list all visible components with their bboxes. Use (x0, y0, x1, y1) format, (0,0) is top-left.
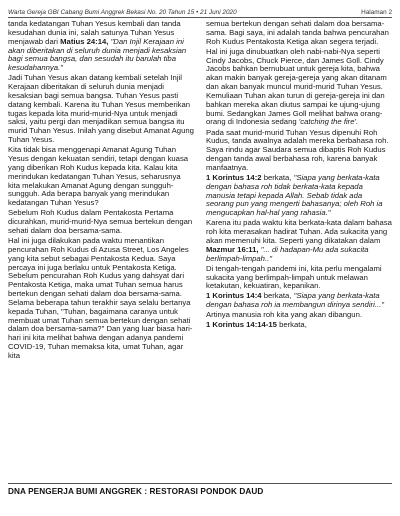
paragraph-text: tanda kedatangan Tuhan Yesus kembali dan tanda kesudahan dunia ini, salah satunya Tuhan Yesus menjawab dari (8, 19, 181, 46)
scripture-quote: "Dan Injil Kerajaan ini akan diberitakan di seluruh dunia menjadi kesaksian bagi semua bangsa, dan sesudah itu barulah tiba kesudahannya." (8, 36, 187, 73)
paragraph: Kita tidak bisa menggenapi Amanat Agung Tuhan Yesus dengan kekuatan sendiri, tetapi dengan kuasa yang diberikan Roh Kudus kepada kita. Kalau kita merindukan kedatangan Tuhan Yesus, seharusnya kita melakukan Amanat Agung dengan sungguh-sungguh. Ada berapa banyak yang merindukan kedatangan Tuhan Yesus? (8, 145, 189, 208)
left-column (8, 20, 194, 472)
paragraph: Jadi Tuhan Yesus akan datang kembali setelah Injil Kerajaan diberitakan di seluruh dunia menjadi kesaksian bagi semua bangsa. Tuhan Yesus pasti datang kembali. Karena itu Tuhan Yesus memberikan tugas kepada kita murid-murid-Nya untuk menjadi saksi, yaitu pergi dan menjadikan semua bangsa itu murid Tuhan Yesus. Inilah yang disebut Amanat Agung Tuhan Yesus. (8, 73, 194, 145)
emphasis-quote: 'catching the fire'. (298, 117, 359, 127)
paragraph: Pada saat murid-murid Tuhan Yesus dipenuhi Roh Kudus, tanda awalnya adalah mereka berbahasa roh. Saya rindu agar Saudara semua dibaptis Roh Kudus dengan tanda awal berbahasa roh, karena banyak manfaatnya. (206, 127, 389, 172)
scripture-quote: "Siapa yang berkata-kata dengan bahasa roh ia membangun dirinya sendiri..." (206, 291, 384, 310)
header-page-number: Halaman 2 (361, 9, 392, 16)
scripture-quote: "Siapa yang berkata-kata dengan bahasa roh tidak berkata-kata kepada manusia tetapi kepada Allah. Sebab tidak ada seorang pun yang mengerti bahasanya; oleh Roh ia mengucapkan hal-hal yang rahasia." (206, 172, 383, 218)
page-footer: DNA PENGERJA BUMI ANGGREK : RESTORASI PONDOK DAUD (8, 483, 392, 496)
paragraph: Hal ini juga dilakukan pada waktu menantikan pencurahan Roh Kudus di Azusa Street, Los Angeles yang kita sebut sebagai Pentakosta Kedua. Saya percaya ini juga berlaku untuk Pentakosta Ketiga. Sebelum pencurahan Roh Kudus yang dahsyat dari Pentakosta Ketiga, maka umat Tuhan semua harus bertekun dengan sehati dalam doa bersama-sama. Selama beberapa tahun terakhir saya selalu bertanya kepada Tuhan, "Tuhan, bagaimana caranya untuk membuat umat Tuhan semua bertekun dengan sehati dalam doa bersama-sama?" Dan yang luar biasa hari-hari ini kita melihat bahwa dengan adanya pandemi COVID-19, Tuhan memaksa kita, umat Tuhan, agar kita (8, 236, 193, 360)
paragraph-text: Hal ini juga dinubuatkan oleh nabi-nabi-Nya seperti Cindy Jacobs, Chuck Pierce, dan James Goll. Cindy Jacobs bahkan bernubuat untuk gereja kita, bahwa akan makin banyak gereja-gereja yang akan ditanam dan akan banyak muncul murid-murid Tuhan Yesus. Kemuliaan Tuhan akan turun di gereja-gereja ini dan bahkan mereka akan diutus sampai ke ujung-ujung bumi. Sedangkan James Goll melihat bahwa orang-orang di Indonesia sedang (206, 46, 387, 127)
paragraph-text: Karena itu pada waktu kita berkata-kata dalam bahasa roh kita merasakan hadirat Tuhan. Ada sukacita yang akan memenuhi kita. Seperti yang dikatakan dalam (206, 218, 392, 245)
paragraph: Artinya manusia roh kita yang akan dibangun. (206, 310, 362, 320)
right-column (206, 20, 392, 472)
paragraph (206, 174, 392, 218)
scripture-reference: Matius 24:14, (60, 36, 109, 46)
header-publication-info: Warta Gereja GBI Cabang Bumi Anggrek Bekasi No. 20 Tahun 15 • 21 Juni 2020 (8, 9, 237, 16)
paragraph-text: berkata, (263, 172, 292, 182)
paragraph (206, 292, 392, 310)
paragraph-text: berkata, (263, 291, 292, 301)
paragraph (8, 20, 194, 73)
scripture-quote: "... di hadapan-Mu ada sukacita berlimpah-limpah.." (206, 244, 369, 263)
scripture-reference: 1 Korintus 14:2 (206, 172, 262, 182)
scripture-reference: 1 Korintus 14:4 (206, 291, 262, 301)
paragraph: semua bertekun dengan sehati dalam doa bersama-sama. Bagi saya, ini adalah tanda bahwa pencurahan Roh Kudus Pentakosta Ketiga akan segera terjadi. (206, 19, 389, 46)
paragraph (206, 48, 392, 128)
scripture-reference: 1 Korintus 14:14-15 (206, 320, 277, 330)
article-body (8, 20, 392, 472)
scripture-reference: Mazmur 16:11, (206, 244, 259, 254)
paragraph (206, 219, 392, 263)
paragraph: Di tengah-tengah pandemi ini, kita perlu mengalami sukacita yang berlimpah-limpah untuk melawan ketakutan, kekuatiran, kepanikan. (206, 263, 382, 291)
paragraph-text: berkata, (279, 320, 307, 330)
paragraph: Sebelum Roh Kudus dalam Pentakosta Pertama dicurahkan, murid-murid-Nya semua bertekun dengan sehati dalam doa bersama-sama. (8, 208, 193, 235)
paragraph (206, 321, 392, 330)
page-header (8, 5, 392, 18)
